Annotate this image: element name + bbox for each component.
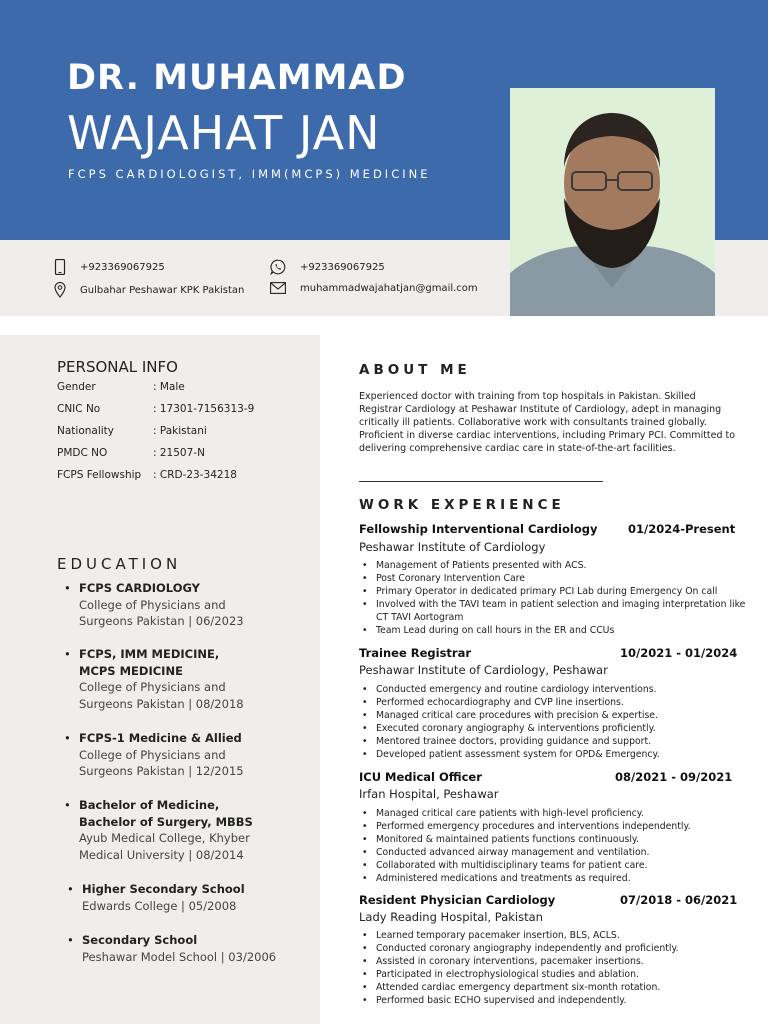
bullet-dot: • (64, 731, 71, 745)
education-detail: Surgeons Pakistan | 08/2018 (79, 696, 244, 711)
phone-contact (54, 259, 165, 275)
bullet-dot: • (64, 647, 71, 661)
education-detail: Surgeons Pakistan | 06/2023 (79, 614, 244, 628)
info-key: FCPS Fellowship (57, 469, 142, 481)
info-row-pmdc (57, 447, 205, 459)
job-duty: • Conducted emergency and routine cardiology interventions. (359, 683, 754, 696)
job-duty: • Executed coronary angiography & interventions proficiently. (359, 722, 754, 735)
info-value: : 21507-N (153, 447, 205, 459)
job-duty: • Learned temporary pacemaker insertion, BLS, ACLS. (359, 929, 754, 942)
job-duty: • Involved with the TAVI team in patient selection and imaging interpretation like CT TAVI Aortogram (359, 598, 754, 624)
education-title: Secondary School (82, 933, 198, 947)
info-row-nationality (57, 425, 207, 437)
education-detail: Medical University | 08/2014 (79, 847, 244, 862)
whatsapp-contact (270, 259, 385, 275)
job-organization: Peshawar Institute of Cardiology, Peshawar (359, 663, 608, 677)
job-duty: • Performed echocardiography and CVP line insertions. (359, 696, 754, 709)
job-title: ICU Medical Officer (359, 770, 482, 784)
education-detail: College of Physicians and (79, 680, 226, 694)
job-duty: • Management of Patients presented with ACS. (359, 559, 754, 572)
education-heading: EDUCATION (57, 555, 182, 573)
job-duty: • Conducted coronary angiography independently and proficiently. (359, 942, 754, 955)
job-duties-list (359, 683, 754, 761)
envelope-icon (270, 282, 286, 294)
bullet-dot: • (67, 933, 74, 947)
address-contact (54, 282, 244, 298)
job-organization: Irfan Hospital, Peshawar (359, 787, 499, 801)
info-row-gender (57, 381, 185, 393)
job-duties-list (359, 559, 754, 637)
info-key: PMDC NO (57, 447, 108, 459)
job-duty: • Assisted in coronary interventions, pacemaker insertions. (359, 955, 754, 968)
education-item (67, 932, 276, 965)
education-title-continued: Bachelor of Surgery, MBBS (79, 814, 253, 829)
education-item (64, 580, 244, 630)
work-experience-heading: WORK EXPERIENCE (359, 497, 565, 513)
job-date: 01/2024-Present (628, 522, 736, 536)
about-heading: ABOUT ME (359, 362, 471, 378)
job-duty: • Attended cardiac emergency department six-month rotation. (359, 981, 754, 994)
job-duty: • Monitored & maintained patients functions continuously. (359, 833, 754, 846)
job-duty: • Performed basic ECHO supervised and independently. (359, 994, 754, 1007)
education-item (64, 730, 244, 780)
info-value: : Male (153, 381, 185, 393)
info-value: : Pakistani (153, 425, 207, 437)
education-detail: Edwards College | 05/2008 (82, 898, 237, 913)
job-organization: Peshawar Institute of Cardiology (359, 540, 546, 554)
job-duty: • Conducted advanced airway management and ventilation. (359, 846, 754, 859)
job-title: Fellowship Interventional Cardiology (359, 522, 598, 536)
info-key: Gender (57, 381, 96, 393)
education-item (67, 881, 245, 914)
name-line-1: DR. MUHAMMAD (67, 58, 407, 98)
info-row-fellowship (57, 469, 237, 481)
education-item (64, 797, 253, 863)
job-title: Resident Physician Cardiology (359, 893, 556, 907)
email-address[interactable]: muhammadwajahatjan@gmail.com (300, 282, 478, 294)
job-duty: • Administered medications and treatments as required. (359, 872, 754, 885)
mobile-phone-icon (54, 259, 66, 275)
job-duties-list (359, 929, 754, 1007)
bullet-dot: • (67, 882, 74, 896)
job-duty: • Performed emergency procedures and interventions independently. (359, 820, 754, 833)
education-detail: College of Physicians and (79, 597, 226, 612)
job-duty: • Mentored trainee doctors, providing guidance and support. (359, 735, 754, 748)
education-detail: College of Physicians and (79, 747, 226, 762)
info-value: : 17301-7156313-9 (153, 403, 255, 415)
job-duty: • Post Coronary Intervention Care (359, 572, 754, 585)
job-date: 08/2021 - 09/2021 (615, 770, 733, 784)
education-title: Bachelor of Medicine, (79, 798, 220, 812)
bullet-dot: • (64, 798, 71, 812)
job-duties-list (359, 807, 754, 885)
education-title: FCPS-1 Medicine & Allied (79, 731, 242, 745)
education-title-continued: MCPS MEDICINE (79, 663, 183, 678)
education-detail: Peshawar Model School | 03/2006 (82, 949, 277, 964)
phone-number[interactable]: +923369067925 (80, 261, 165, 273)
info-key: CNIC No (57, 403, 101, 415)
info-value: : CRD-23-34218 (153, 469, 237, 481)
name-line-2: WAJAHAT JAN (67, 106, 381, 160)
about-text: Experienced doctor with training from top hospitals in Pakistan. Skilled Registrar Cardiology at Peshawar Institute of Cardiology, adept in managing critically ill patients. Collaborative work with consultants trained globally. Proficient in diverse cardiac interventions, including Primary PCI. Committed to delivering comprehensive cardiac care in state-of-the-art facilities. (359, 391, 736, 454)
education-item (64, 646, 244, 712)
professional-subtitle: FCPS CARDIOLOGIST, IMM(MCPS) MEDICINE (68, 167, 431, 181)
profile-photo (510, 88, 715, 316)
education-title: FCPS CARDIOLOGY (79, 581, 201, 595)
info-key: Nationality (57, 425, 115, 437)
education-title: FCPS, IMM MEDICINE, (79, 647, 220, 661)
job-organization: Lady Reading Hospital, Pakistan (359, 910, 543, 924)
education-detail: Ayub Medical College, Khyber (79, 831, 250, 845)
section-divider (359, 481, 603, 482)
job-duty: • Primary Operator in dedicated primary PCI Lab during Emergency On call (359, 585, 754, 598)
job-duty: • Participated in electrophysiological studies and ablation. (359, 968, 754, 981)
personal-info-heading: PERSONAL INFO (57, 358, 178, 376)
job-duty: • Team Lead during on call hours in the ER and CCUs (359, 624, 754, 637)
location-pin-icon (54, 282, 66, 298)
job-date: 07/2018 - 06/2021 (620, 893, 738, 907)
bullet-dot: • (64, 581, 71, 595)
job-date: 10/2021 - 01/2024 (620, 646, 738, 660)
email-contact (270, 282, 478, 294)
job-duty: • Managed critical care patients with high-level proficiency. (359, 807, 754, 820)
whatsapp-number[interactable]: +923369067925 (300, 261, 385, 273)
job-title: Trainee Registrar (359, 646, 472, 660)
education-detail: Surgeons Pakistan | 12/2015 (79, 764, 244, 778)
job-duty: • Managed critical care procedures with precision & expertise. (359, 709, 754, 722)
education-title: Higher Secondary School (82, 882, 245, 896)
whatsapp-icon (270, 259, 286, 275)
info-row-cnic (57, 403, 254, 415)
job-duty: • Developed patient assessment system for OPD& Emergency. (359, 748, 754, 761)
address-text: Gulbahar Peshawar KPK Pakistan (80, 284, 245, 296)
job-duty: • Collaborated with multidisciplinary teams for patient care. (359, 859, 754, 872)
